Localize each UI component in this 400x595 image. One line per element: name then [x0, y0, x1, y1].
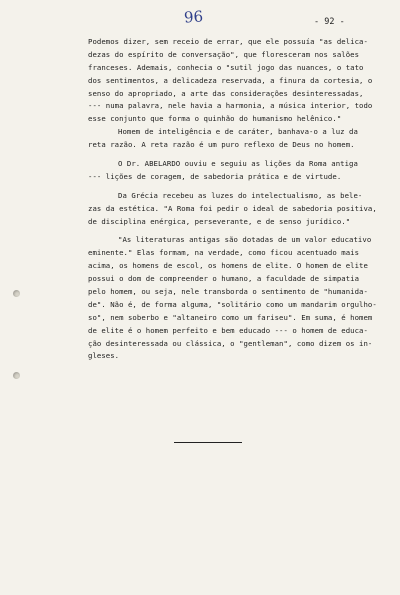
text-line: Homem de inteligência e de caráter, banhava-o a luz da	[118, 127, 358, 137]
text-line: pelo homem, ou seja, nele transborda o sentimento de "humanida-	[88, 287, 368, 297]
text-line: possui o dom de compreender o humano, a faculdade de simpatia	[88, 274, 360, 284]
text-line: franceses. Ademais, conhecia o "sutil jogo das nuances, o tato	[88, 62, 364, 72]
text-line: de disciplina enérgica, perseverante, e de senso jurídico."	[88, 216, 351, 226]
text-line: so", nem soberbo e "altaneiro como um fariseu". Em suma, é homem	[88, 312, 373, 322]
section-divider	[174, 442, 242, 443]
page-number: - 92 -	[314, 17, 345, 27]
text-line: reta razão. A reta razão é um puro reflexo de Deus no homem.	[88, 140, 355, 150]
punch-hole	[13, 290, 20, 297]
text-line: ção desinteressada ou clássica, o "gentleman", como dizem os in-	[88, 338, 373, 348]
text-line: O Dr. ABELARDO ouviu e seguiu as lições da Roma antiga	[118, 159, 358, 169]
text-line: Podemos dizer, sem receio de errar, que ele possuía "as delica-	[88, 37, 368, 46]
text-line: de elite é o homem perfeito e bem educado --- o homem de educa-	[88, 325, 368, 335]
text-line: esse conjunto que forma o quinhão do humanismo helênico."	[88, 114, 342, 124]
punch-hole	[13, 372, 20, 379]
text-line: dos sentimentos, a delicadeza reservada, a finura da cortesia, o	[88, 75, 373, 85]
text-line: acima, os homens de escol, os homens de elite. O homem de elite	[88, 261, 368, 271]
text-line: dezas do espírito de conversação", que floresceram nos salões	[88, 49, 360, 59]
body-text	[88, 36, 388, 363]
handwritten-folio-number: 96	[183, 7, 204, 27]
text-line: --- numa palavra, nele havia a harmonia, a música interior, todo	[88, 101, 373, 111]
text-line: eminente." Elas formam, na verdade, como ficou acentuado mais	[88, 248, 360, 258]
text-line: gleses.	[88, 351, 120, 361]
text-line: zas da estética. "A Roma foi pedir o ideal de sabedoria positiva,	[88, 203, 377, 213]
text-line: Da Grécia recebeu as luzes do intelectualismo, as bele-	[118, 190, 363, 200]
text-line: --- lições de coragem, de sabedoria prática e de virtude.	[88, 171, 342, 181]
text-line: "As literaturas antigas são dotadas de um valor educativo	[118, 235, 372, 245]
text-line: de". Não é, de forma alguma, "solitário como um mandarim orgulho-	[88, 299, 377, 309]
text-line: senso do apropriado, a arte das considerações desinteressadas,	[88, 88, 364, 98]
